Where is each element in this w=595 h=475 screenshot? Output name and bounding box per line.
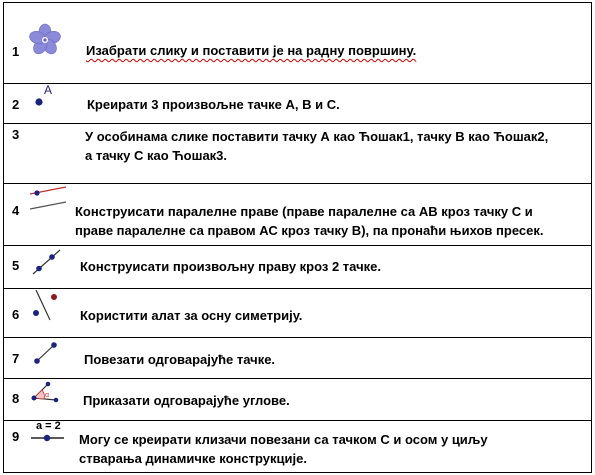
instruction-text: Креирати 3 произвољне тачке А, В и С. [87,97,340,112]
table-row [4,84,591,123]
instruction-text-line-2: а тачку С као Ћошак3. [85,148,228,163]
table-border-bottom [3,472,592,473]
table-row [4,3,591,83]
instruction-text-line-1: Могу се креирати клизачи повезани са тачком С и осом у циљу [79,432,488,447]
table-row [4,421,591,472]
row-number: 7 [12,351,20,366]
point-label: A [44,83,53,97]
segment-icon [32,340,60,366]
row-number: 9 [12,429,20,444]
table-border-right [591,2,592,473]
angle-icon [30,380,60,410]
table-row [4,338,591,378]
point-tool-icon [32,94,48,110]
row-number: 5 [12,258,20,273]
row-number: 1 [12,44,20,59]
instruction-text-line-1: У особинама слике поставити тачку А као Ћошак1, тачку В као Ћошак2, [85,129,549,144]
table-row [4,246,591,288]
row-number: 6 [12,307,20,322]
instruction-text: Изабрати слику и поставити је на радну површину. [86,43,417,58]
svg-text:α: α [45,392,50,399]
instruction-text: Конструисати произвољну праву кроз 2 тачке. [80,259,381,274]
reflect-about-line-icon [28,289,62,323]
row-number: 3 [12,127,20,142]
row-number: 8 [12,391,20,406]
instruction-text: Повезати одговарајуће тачке. [84,352,276,367]
image-flower-icon [28,23,62,57]
instruction-text: Користити алат за осну симетрију. [80,308,303,323]
instruction-text: Приказати одговарајуће углове. [83,393,290,408]
row-number: 4 [12,203,20,218]
table-row [4,289,591,337]
row-number: 2 [12,97,20,112]
table-row [4,379,591,420]
slider-label: a = 2 [36,420,61,432]
table-row [4,124,591,183]
line-through-two-points-icon [32,248,62,276]
slider-icon [30,432,66,444]
instruction-text-line-1: Конструисати паралелне праве (праве паралелне са АВ кроз тачку С и [75,204,533,219]
instruction-text-line-2: праве паралелне са правом АС кроз тачку В), па пронаћи њихов пресек. [75,223,544,238]
instruction-text-line-2: стварања динамичке конструкције. [79,451,307,466]
parallel-line-icon [28,185,70,211]
table-row [4,184,591,245]
